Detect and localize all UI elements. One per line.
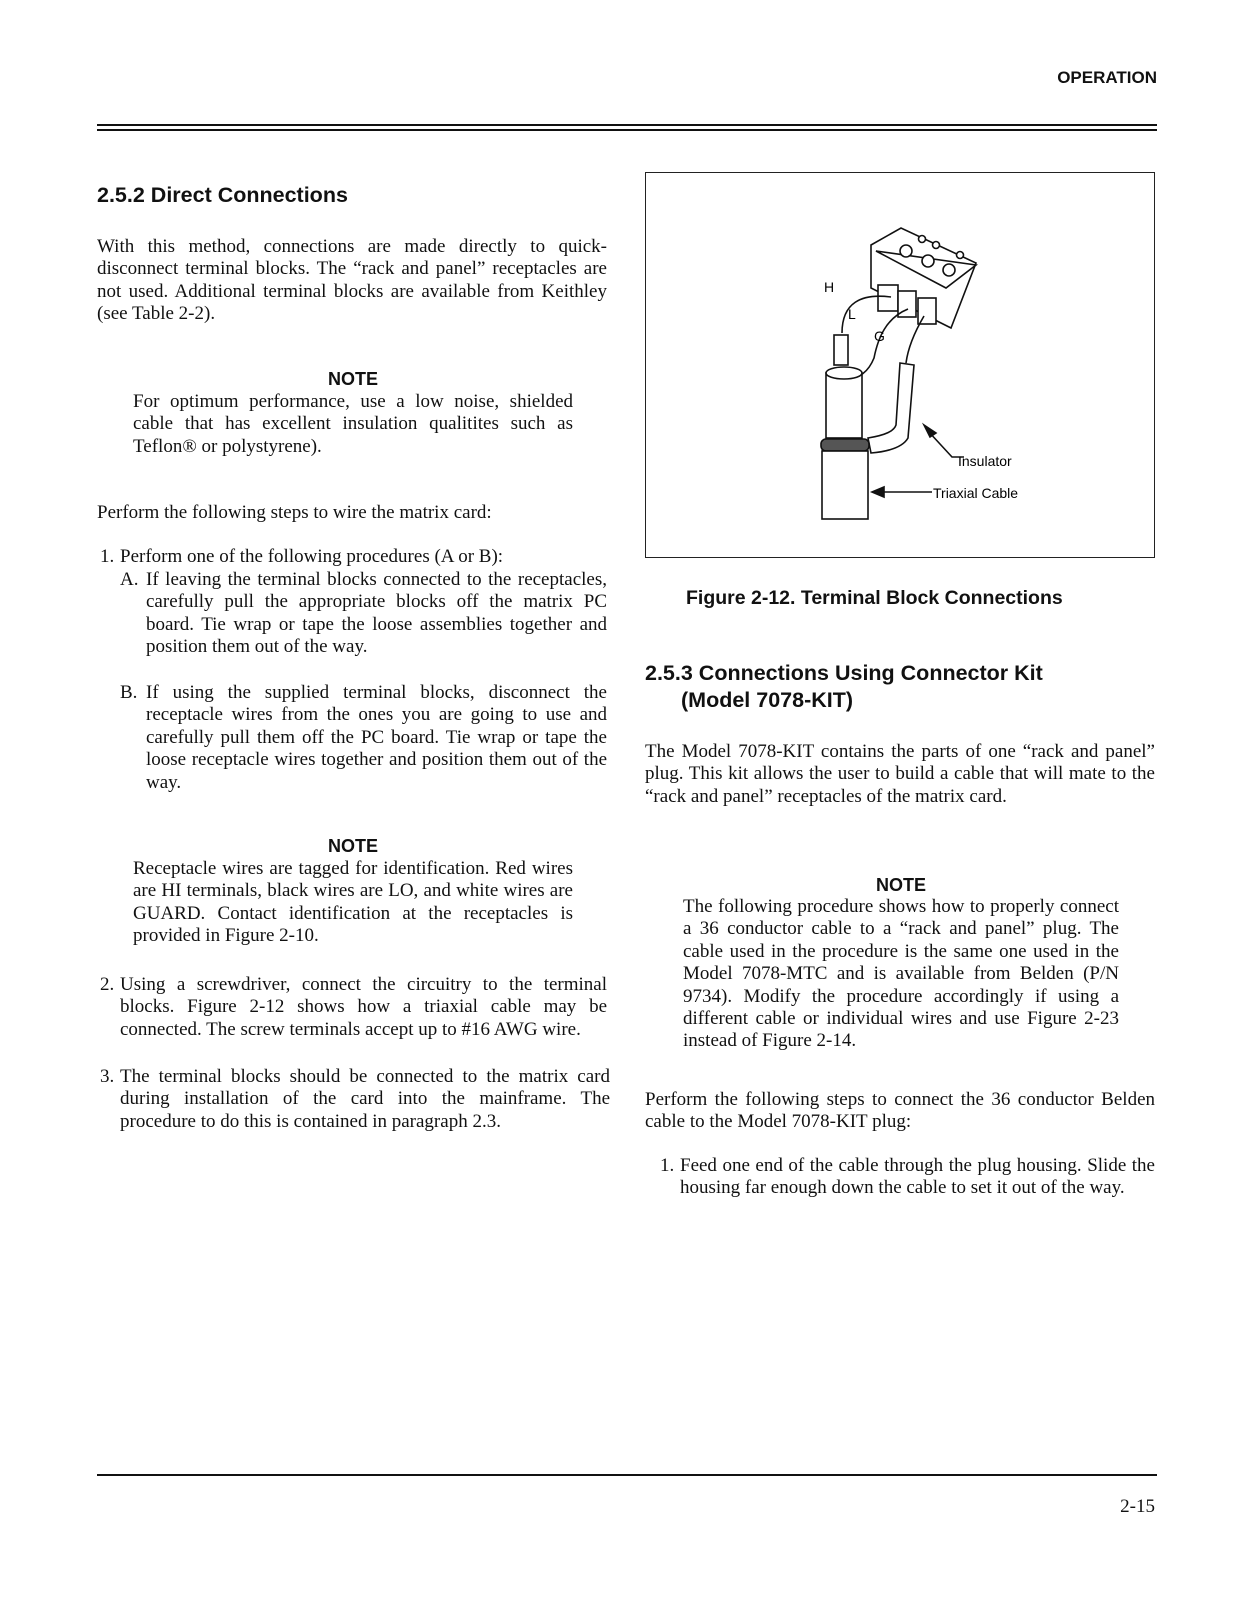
note-text: For optimum performance, use a low noise, shielded cable that has excellent insulation qualitites such as Teflon® or polystyrene). [133, 391, 573, 457]
section-heading-continued: (Model 7078-KIT) [681, 688, 854, 712]
note-title: NOTE [327, 369, 378, 389]
figure-caption: Figure 2-12. Terminal Block Connections [686, 587, 1063, 609]
intro-paragraph: With this method, connections are made directly to quick-disconnect terminal blocks. The “rack and panel” receptacles are not used. Additional terminal blocks are available from Keithley (see Table 2-2). [97, 236, 607, 325]
step-text: Feed one end of the cable through the plug housing. Slide the housing far enough down the cable to set it out of the way. [680, 1155, 1155, 1199]
step-1a [120, 569, 607, 659]
step-number: B. [120, 682, 138, 703]
step-number: 2. [100, 974, 115, 995]
label-triaxial-cable: Triaxial Cable [933, 485, 1019, 501]
label-g: G [874, 328, 885, 344]
note-title: NOTE [327, 836, 378, 856]
steps-intro: Perform the following steps to connect the 36 conductor Belden cable to the Model 7078-KIT plug: [645, 1089, 1155, 1133]
step-1 [660, 1155, 1155, 1200]
footer-rule [97, 1474, 1157, 1476]
note-text: Receptacle wires are tagged for identification. Red wires are HI terminals, black wires are LO, and white wires are GUARD. Contact identification at the receptacles is provided in Figure 2-10. [133, 858, 573, 947]
note-title: NOTE [875, 875, 926, 895]
steps-intro: Perform the following steps to wire the matrix card: [97, 502, 492, 523]
terminal-block-illustration [646, 173, 1154, 557]
step-text: The terminal blocks should be connected to the matrix card during installation of the card into the mainframe. The procedure to do this is contained in paragraph 2.3. [120, 1066, 610, 1132]
header-rule [97, 129, 1157, 131]
step-text: If using the supplied terminal blocks, disconnect the receptacle wires from the ones you are going to use and carefully pull them off the PC board. Tie wrap or tape the loose receptacle wires together and position them out of the way. [146, 682, 607, 793]
step-number: 1. [100, 546, 115, 567]
step-1 [100, 546, 607, 568]
note-text: The following procedure shows how to properly connect a 36 conductor cable to a “rack and panel” plug. The cable used in the procedure is the same one used in the Model 7078-MTC and is available from Belden (P/N 9734). Modify the procedure accordingly if using a different cable or individual wires and use Figure 2-23 instead of Figure 2-14. [683, 896, 1119, 1052]
step-number: A. [120, 569, 139, 590]
running-head: OPERATION [1057, 68, 1157, 87]
section-heading: 2.5.2 Direct Connections [97, 183, 348, 207]
step-text: Using a screwdriver, connect the circuitry to the terminal blocks. Figure 2-12 shows how a triaxial cable may be connected. The screw terminals accept up to #16 AWG wire. [120, 974, 607, 1040]
step-text: If leaving the terminal blocks connected to the receptacles, carefully pull the appropriate blocks off the matrix PC board. Tie wrap or tape the loose assemblies together and position them out of the way. [146, 569, 607, 658]
label-h: H [824, 279, 835, 295]
step-1b [120, 682, 607, 794]
figure-terminal-block [645, 172, 1155, 558]
step-2 [100, 974, 607, 1041]
label-insulator: Insulator [958, 453, 1012, 469]
label-l: L [848, 306, 856, 322]
step-3 [100, 1066, 610, 1133]
section-heading: 2.5.3 Connections Using Connector Kit [645, 661, 1043, 685]
step-number: 3. [100, 1066, 115, 1087]
step-number: 1. [660, 1155, 675, 1176]
header-rule [97, 124, 1157, 126]
intro-paragraph: The Model 7078-KIT contains the parts of one “rack and panel” plug. This kit allows the user to build a cable that will mate to the “rack and panel” receptacles of the matrix card. [645, 741, 1155, 807]
page-number: 2-15 [1120, 1496, 1155, 1517]
step-text: Perform one of the following procedures (A or B): [120, 546, 504, 567]
